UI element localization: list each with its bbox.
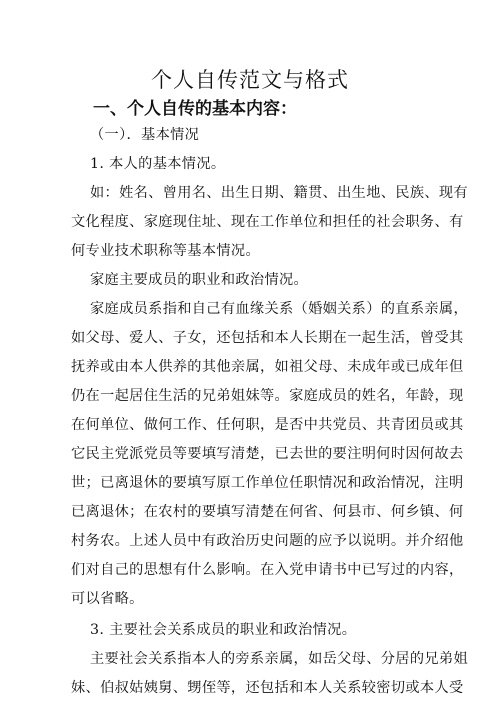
paragraph-line: 可以省略。 bbox=[71, 591, 144, 607]
paragraph-line: 妹、伯叔姑姨舅、甥侄等，还包括和本人关系较密切或本人受 bbox=[71, 680, 464, 696]
paragraph-line: 世；已离退休的要填写原工作单位任职情况和政治情况，注明 bbox=[71, 475, 464, 491]
paragraph-line: 文化程度、家庭现住址、现在工作单位和担任的社会职务、有 bbox=[71, 214, 464, 230]
subsection-heading: （一）．基本情况 bbox=[90, 127, 200, 143]
paragraph-line: 仍在一起居住生活的兄弟姐妹等。家庭成员的姓名，年龄，现 bbox=[71, 388, 464, 404]
paragraph-line: 何专业技术职称等基本情况。 bbox=[71, 243, 260, 259]
paragraph-line: 抚养或由本人供养的其他亲属，如祖父母、未成年或已成年但 bbox=[71, 359, 464, 375]
paragraph-line: 主要社会关系指本人的旁系亲属，如岳父母、分居的兄弟姐 bbox=[90, 651, 468, 667]
section-heading: 一、个人自传的基本内容： bbox=[93, 99, 297, 119]
item-heading: 1. 本人的基本情况。 bbox=[90, 156, 226, 172]
paragraph-line: 们对自己的思想有什么影响。在入党申请书中已写过的内容， bbox=[71, 562, 464, 578]
paragraph-line: 村务农。上述人员中有政治历史问题的应予以说明。并介绍他 bbox=[71, 533, 464, 549]
document-title: 个人自传范文与格式 bbox=[151, 68, 349, 92]
document-body bbox=[71, 121, 468, 703]
paragraph-line: 家庭成员系指和自己有血缘关系（婚姻关系）的直系亲属， bbox=[90, 301, 468, 317]
paragraph-line: 家庭主要成员的职业和政治情况。 bbox=[90, 272, 309, 288]
paragraph-line: 如父母、爱人、子女，还包括和本人长期在一起生活，曾受其 bbox=[71, 330, 464, 346]
paragraph-line: 如：姓名、曾用名、出生日期、籍贯、出生地、民族、现有 bbox=[90, 185, 468, 201]
item-heading: 3. 主要社会关系成员的职业和政治情况。 bbox=[90, 622, 357, 638]
paragraph-line: 在何单位、做何工作、任何职，是否中共党员、共青团员或其 bbox=[71, 417, 464, 433]
paragraph-line: 已离退休；在农村的要填写清楚在何省、何县市、何乡镇、何 bbox=[71, 504, 464, 520]
paragraph-line: 它民主党派党员等要填写清楚，已去世的要注明何时因何故去 bbox=[71, 446, 464, 462]
